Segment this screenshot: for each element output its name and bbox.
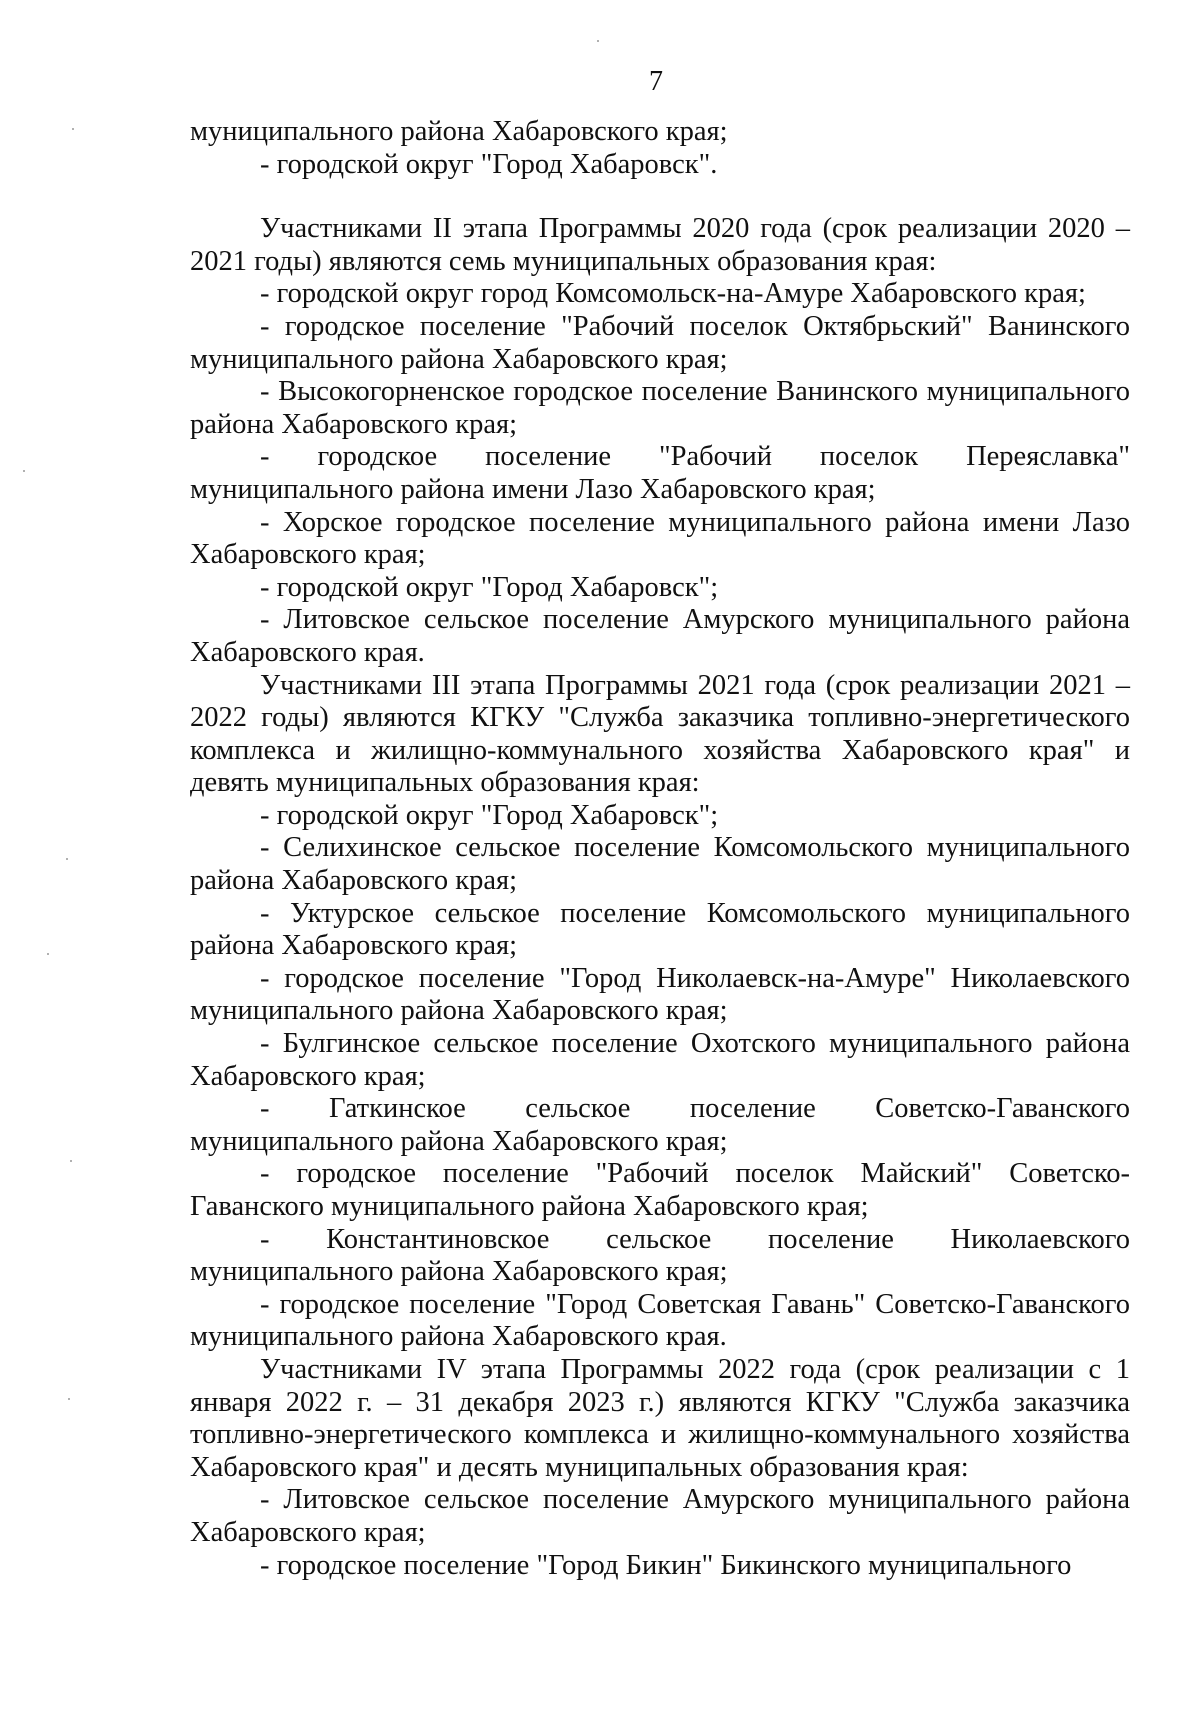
list-item: - Уктурское сельское поселение Комсомольского муниципального района Хабаровского края; [190, 897, 1130, 962]
paragraph: Участниками III этапа Программы 2021 года (срок реализации 2021 – 2022 годы) являются КГКУ "Служба заказчика топливно-энергетического комплекса и жилищно-коммунального хозяйства Хабаровского края" и девять муниципальных образования края: [190, 669, 1130, 799]
scan-speck [72, 128, 74, 130]
list-item: - городское поселение "Город Советская Гавань" Советско-Гаванского муниципального района Хабаровского края. [190, 1288, 1130, 1353]
list-item: - Литовское сельское поселение Амурского муниципального района Хабаровского края; [190, 1484, 1130, 1548]
list-item: - Литовское сельское поселение Амурского муниципального района Хабаровского края. [190, 604, 1130, 668]
list-item: - городское поселение "Город Бикин" Бикинского муниципального [260, 1549, 1072, 1581]
list-item: - Булгинское сельское поселение Охотского муниципального района Хабаровского края; [190, 1028, 1130, 1092]
list-item: - Константиновское сельское поселение Николаевского муниципального района Хабаровского края; [190, 1223, 1130, 1288]
paragraph: Участниками IV этапа Программы 2022 года (срок реализации с 1 января 2022 г. – 31 декабря 2023 г.) являются КГКУ "Служба заказчика топливно-энергетического комплекса и жилищно-коммунального хозяйства Хабаровского края" и десять муниципальных образования края: [190, 1353, 1130, 1483]
list-item: - городской округ "Город Хабаровск"; [260, 571, 719, 603]
list-item: - Селихинское сельское поселение Комсомольского муниципального района Хабаровского края; [190, 832, 1130, 897]
scan-speck [68, 1398, 70, 1400]
list-item: - городской округ "Город Хабаровск". [260, 148, 718, 180]
scan-speck [597, 40, 599, 42]
document-body [190, 116, 1130, 1582]
scan-speck [70, 1160, 72, 1162]
scan-speck [66, 858, 68, 860]
list-item: - городское поселение "Рабочий поселок Октябрьский" Ванинского муниципального района Хабаровского края; [190, 310, 1130, 375]
list-item: - городское поселение "Рабочий поселок Переяславка" муниципального района имени Лазо Хабаровского края; [190, 441, 1130, 505]
scan-speck [23, 470, 25, 472]
paragraph: Участниками II этапа Программы 2020 года (срок реализации 2020 – 2021 годы) являются семь муниципальных образования края: [190, 213, 1130, 277]
list-item: - Хорское городское поселение муниципального района имени Лазо Хабаровского края; [190, 506, 1130, 571]
paragraph: муниципального района Хабаровского края; [190, 116, 728, 147]
list-item: - городской округ город Комсомольск-на-Амуре Хабаровского края; [260, 278, 1086, 310]
page-number: 7 [649, 66, 663, 97]
list-item: - Гаткинское сельское поселение Советско-Гаванского муниципального района Хабаровского края; [190, 1093, 1130, 1157]
list-item: - Высокогорненское городское поселение Ванинского муниципального района Хабаровского края; [190, 376, 1130, 440]
list-item: - городское поселение "Город Николаевск-на-Амуре" Николаевского муниципального района Хабаровского края; [190, 962, 1130, 1027]
scan-speck [47, 953, 49, 955]
list-item: - городское поселение "Рабочий поселок Майский" Советско-Гаванского муниципального района Хабаровского края; [190, 1158, 1130, 1222]
list-item: - городской округ "Город Хабаровск"; [260, 799, 719, 831]
